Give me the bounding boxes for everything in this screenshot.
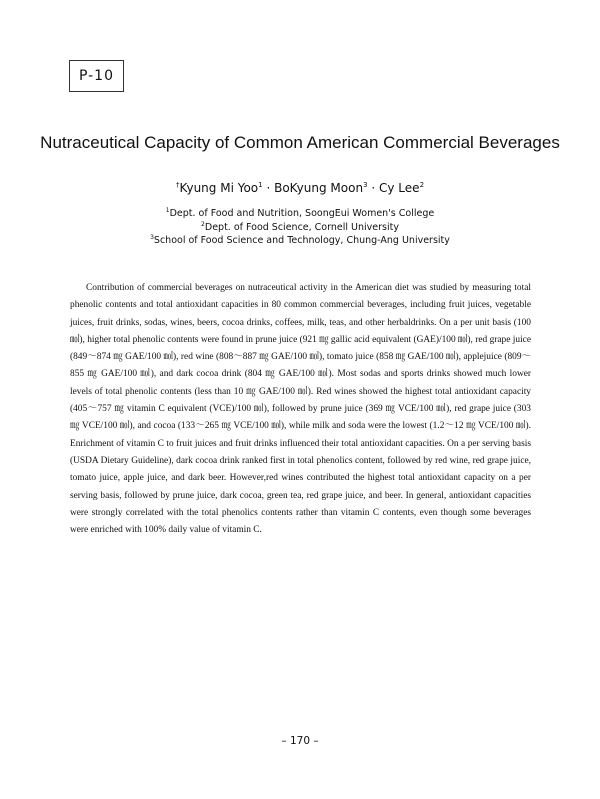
author-name: BoKyung Moon [274, 181, 364, 195]
affiliation-sup: 1 [165, 207, 170, 214]
paper-title: Nutraceutical Capacity of Common American Commercial Beverages [40, 133, 560, 152]
corresponding-author-marker: † [175, 181, 180, 189]
abstract-body: Contribution of commercial beverages on nutraceutical activity in the American diet was studied by measuring total phenolic contents and total antioxidant capacities in 80 common commercial beverages, including fruit juices, vegetable juices, fruit drinks, sodas, wines, beers, cocoa drinks, coffees, milk, teas, and other herbaldrinks. On a per unit basis (100 ㏖), higher total phenolic contents were found in prune juice (921 ㎎ gallic acid equivalent (GAE)/100 ㏖), red grape juice (849～874 ㎎ GAE/100 ㏖), red wine (808～887 ㎎ GAE/100 ㏖), tomato juice (858 ㎎ GAE/100 ㏖), applejuice (809～855 ㎎ GAE/100 ㏖), and dark cocoa drink (804 ㎎ GAE/100 ㏖). Most sodas and sports drinks showed much lower levels of total phenolic contents (less than 10 ㎎ GAE/100 ㏖). Red wines showed the highest total antioxidant capacity (405～757 ㎎ vitamin C equivalent (VCE)/100 ㏖), followed by prune juice (369 ㎎ VCE/100 ㏖), red grape juice (303 ㎎ VCE/100 ㏖), and cocoa (133～265 ㎎ VCE/100 ㏖), while milk and soda were the lowest (1.2～12 ㎎ VCE/100 ㏖). Enrichment of vitamin C to fruit juices and fruit drinks influenced their total antioxidant capacities. On a per serving basis (USDA Dietary Guideline), dark cocoa drink ranked first in total phenolics content, followed by red wine, red grape juice, tomato juice, apple juice, and dark beer. However,red wines contributed the highest total antioxidant capacity on a per serving basis, followed by prune juice, dark cocoa, green tea, red grape juice, and beer. In general, antioxidant capacities were strongly correlated with the total phenolics contents rather than vitamin C contents, even though some beverages were enriched with 100% daily value of vitamin C. [70, 283, 531, 536]
page-number: – 170 – [281, 735, 319, 747]
author-affiliation-sup: 2 [419, 181, 425, 189]
author-affiliation-sup: 1 [258, 181, 263, 189]
author-line [0, 181, 600, 195]
author-separator: · [266, 181, 271, 195]
affiliation-line [0, 207, 600, 221]
affiliation-text: School of Food Science and Technology, Chung-Ang University [153, 235, 450, 246]
author-separator: · [371, 181, 376, 195]
author-affiliation-sup: 3 [363, 181, 368, 189]
affiliation-line [0, 221, 600, 235]
affiliation-line [0, 234, 600, 248]
affiliation-sup: 3 [150, 234, 154, 241]
affiliation-text: Dept. of Food Science, Cornell University [204, 221, 399, 233]
author-name: Kyung Mi Yoo [179, 181, 259, 195]
affiliation-text: Dept. of Food and Nutrition, SoongEui Women's College [169, 208, 435, 219]
poster-number-badge: P-10 [69, 60, 124, 92]
affiliations [0, 207, 600, 248]
affiliation-sup: 2 [201, 220, 205, 228]
author-name: Cy Lee [379, 181, 420, 195]
